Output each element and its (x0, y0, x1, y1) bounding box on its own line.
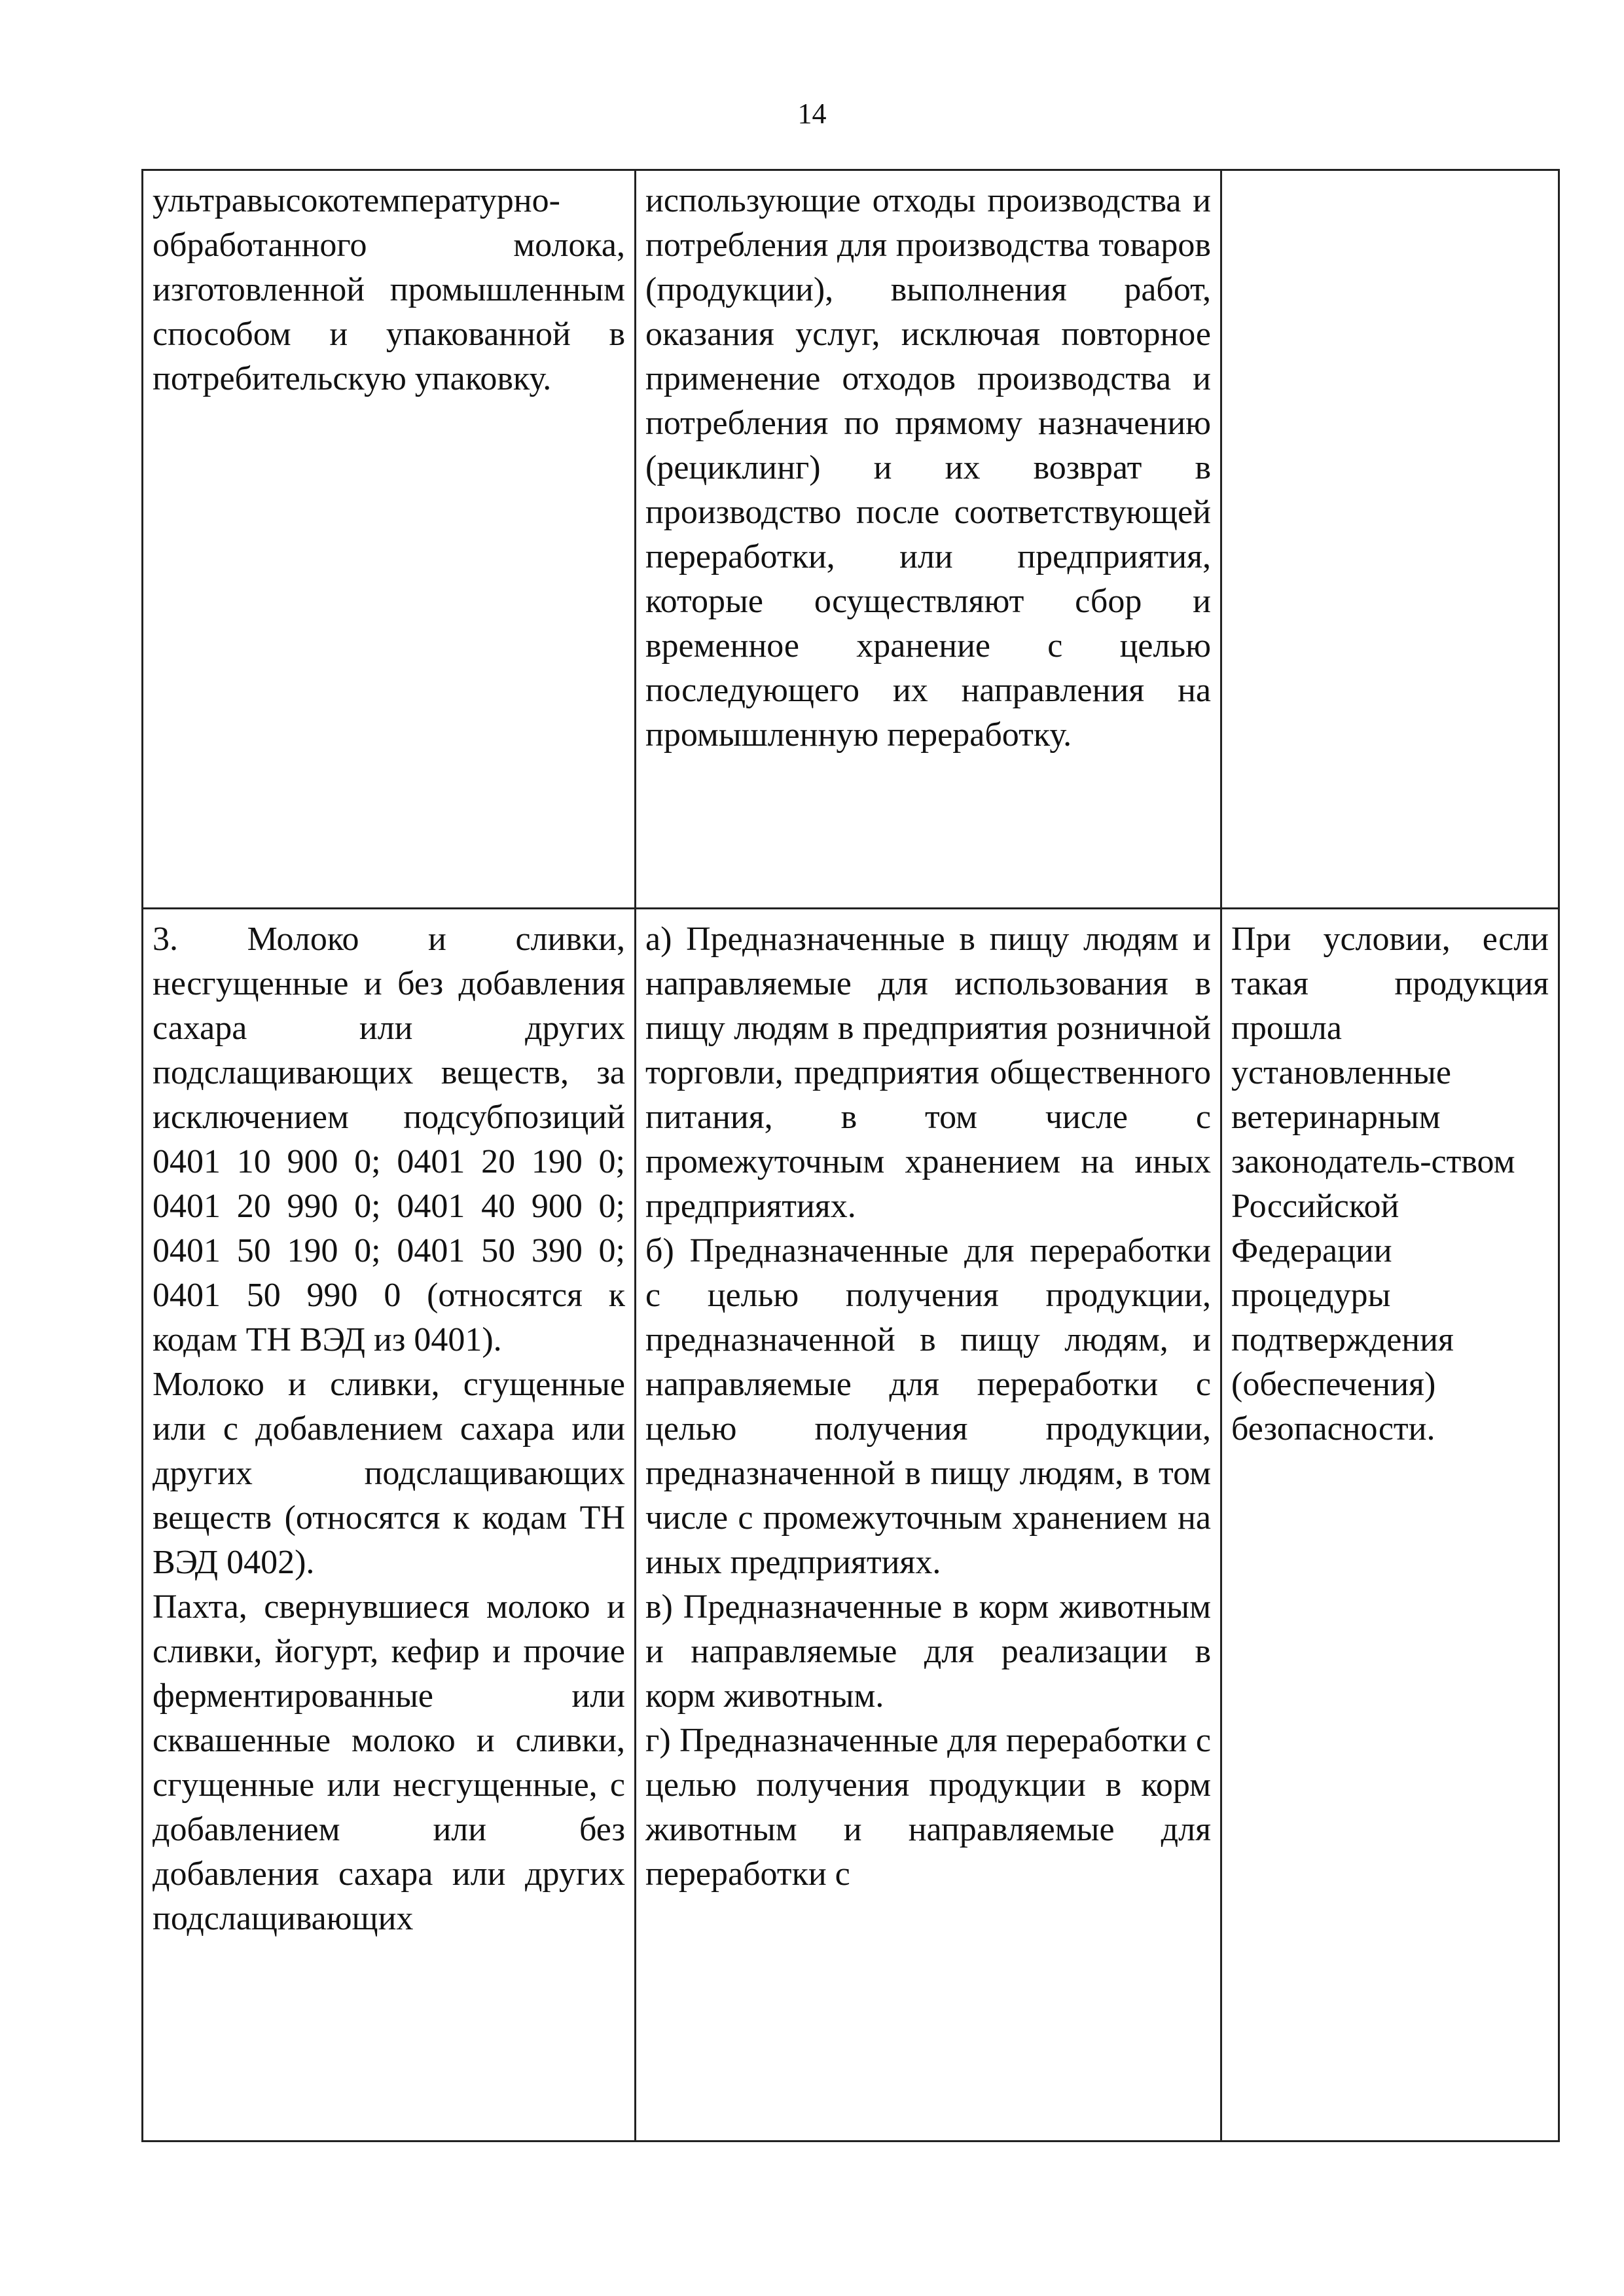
cell-paragraph: Молоко и сливки, сгущенные или с добавлением сахара или других подслащивающих веществ (относятся к кодам ТН ВЭД 0402). (153, 1366, 625, 1581)
table-cell-condition (1221, 170, 1559, 909)
cell-paragraph: г) Предназначенные для переработки с целью получения продукции в корм животным и направляемые для переработки с (645, 1722, 1211, 1893)
table-cell-purpose (636, 909, 1221, 2141)
cell-paragraph: б) Предназначенные для переработки с целью получения продукции, предназначенной в пищу людям, и направляемые для переработки с целью получения продукции, предназначенной в пищу людям, в том числе с промежуточным хранением на иных предприятиях. (645, 1232, 1211, 1581)
cell-paragraph: Пахта, свернувшиеся молоко и сливки, йогурт, кефир и прочие ферментированные или сквашенные молоко и сливки, сгущенные или несгущенные, с добавлением или без добавления сахара или других подслащивающих (153, 1588, 625, 1937)
cell-paragraph: ультравысокотемпературно-обработанного молока, изготовленной промышленным способом и упакованной в потребительскую упаковку. (153, 182, 625, 397)
document-table (141, 169, 1560, 2142)
page-number: 14 (797, 98, 827, 130)
table-cell-product (143, 909, 636, 2141)
cell-paragraph: 3. Молоко и сливки, несгущенные и без добавления сахара или других подслащивающих веществ, за исключением подсубпозиций 0401 10 900 0; 0401 20 190 0; 0401 20 990 0; 0401 40 900 0; 0401 50 190 0; 0401 50 390 0; 0401 50 990 0 (относятся к кодам ТН ВЭД из 0401). (153, 920, 625, 1358)
table-cell-condition (1221, 909, 1559, 2141)
cell-paragraph: в) Предназначенные в корм животным и направляемые для реализации в корм животным. (645, 1588, 1211, 1715)
cell-paragraph: При условии, если такая продукция прошла установленные ветеринарным законодатель-ством Российской Федерации процедуры подтверждения (обеспечения) безопасности. (1231, 920, 1549, 1448)
table-cell-purpose (636, 170, 1221, 909)
table-cell-product (143, 170, 636, 909)
cell-paragraph: использующие отходы производства и потребления для производства товаров (продукции), выполнения работ, оказания услуг, исключая повторное применение отходов производства и потребления по прямому назначению (рециклинг) и их возврат в производство после соответствующей переработки, или предприятия, которые осуществляют сбор и временное хранение с целью последующего их направления на промышленную переработку. (645, 182, 1211, 754)
table-row (143, 909, 1559, 2141)
table-row (143, 170, 1559, 909)
cell-paragraph: а) Предназначенные в пищу людям и направляемые для использования в пищу людям в предприятия розничной торговли, предприятия общественного питания, в том числе с промежуточным хранением на иных предприятиях. (645, 920, 1211, 1225)
